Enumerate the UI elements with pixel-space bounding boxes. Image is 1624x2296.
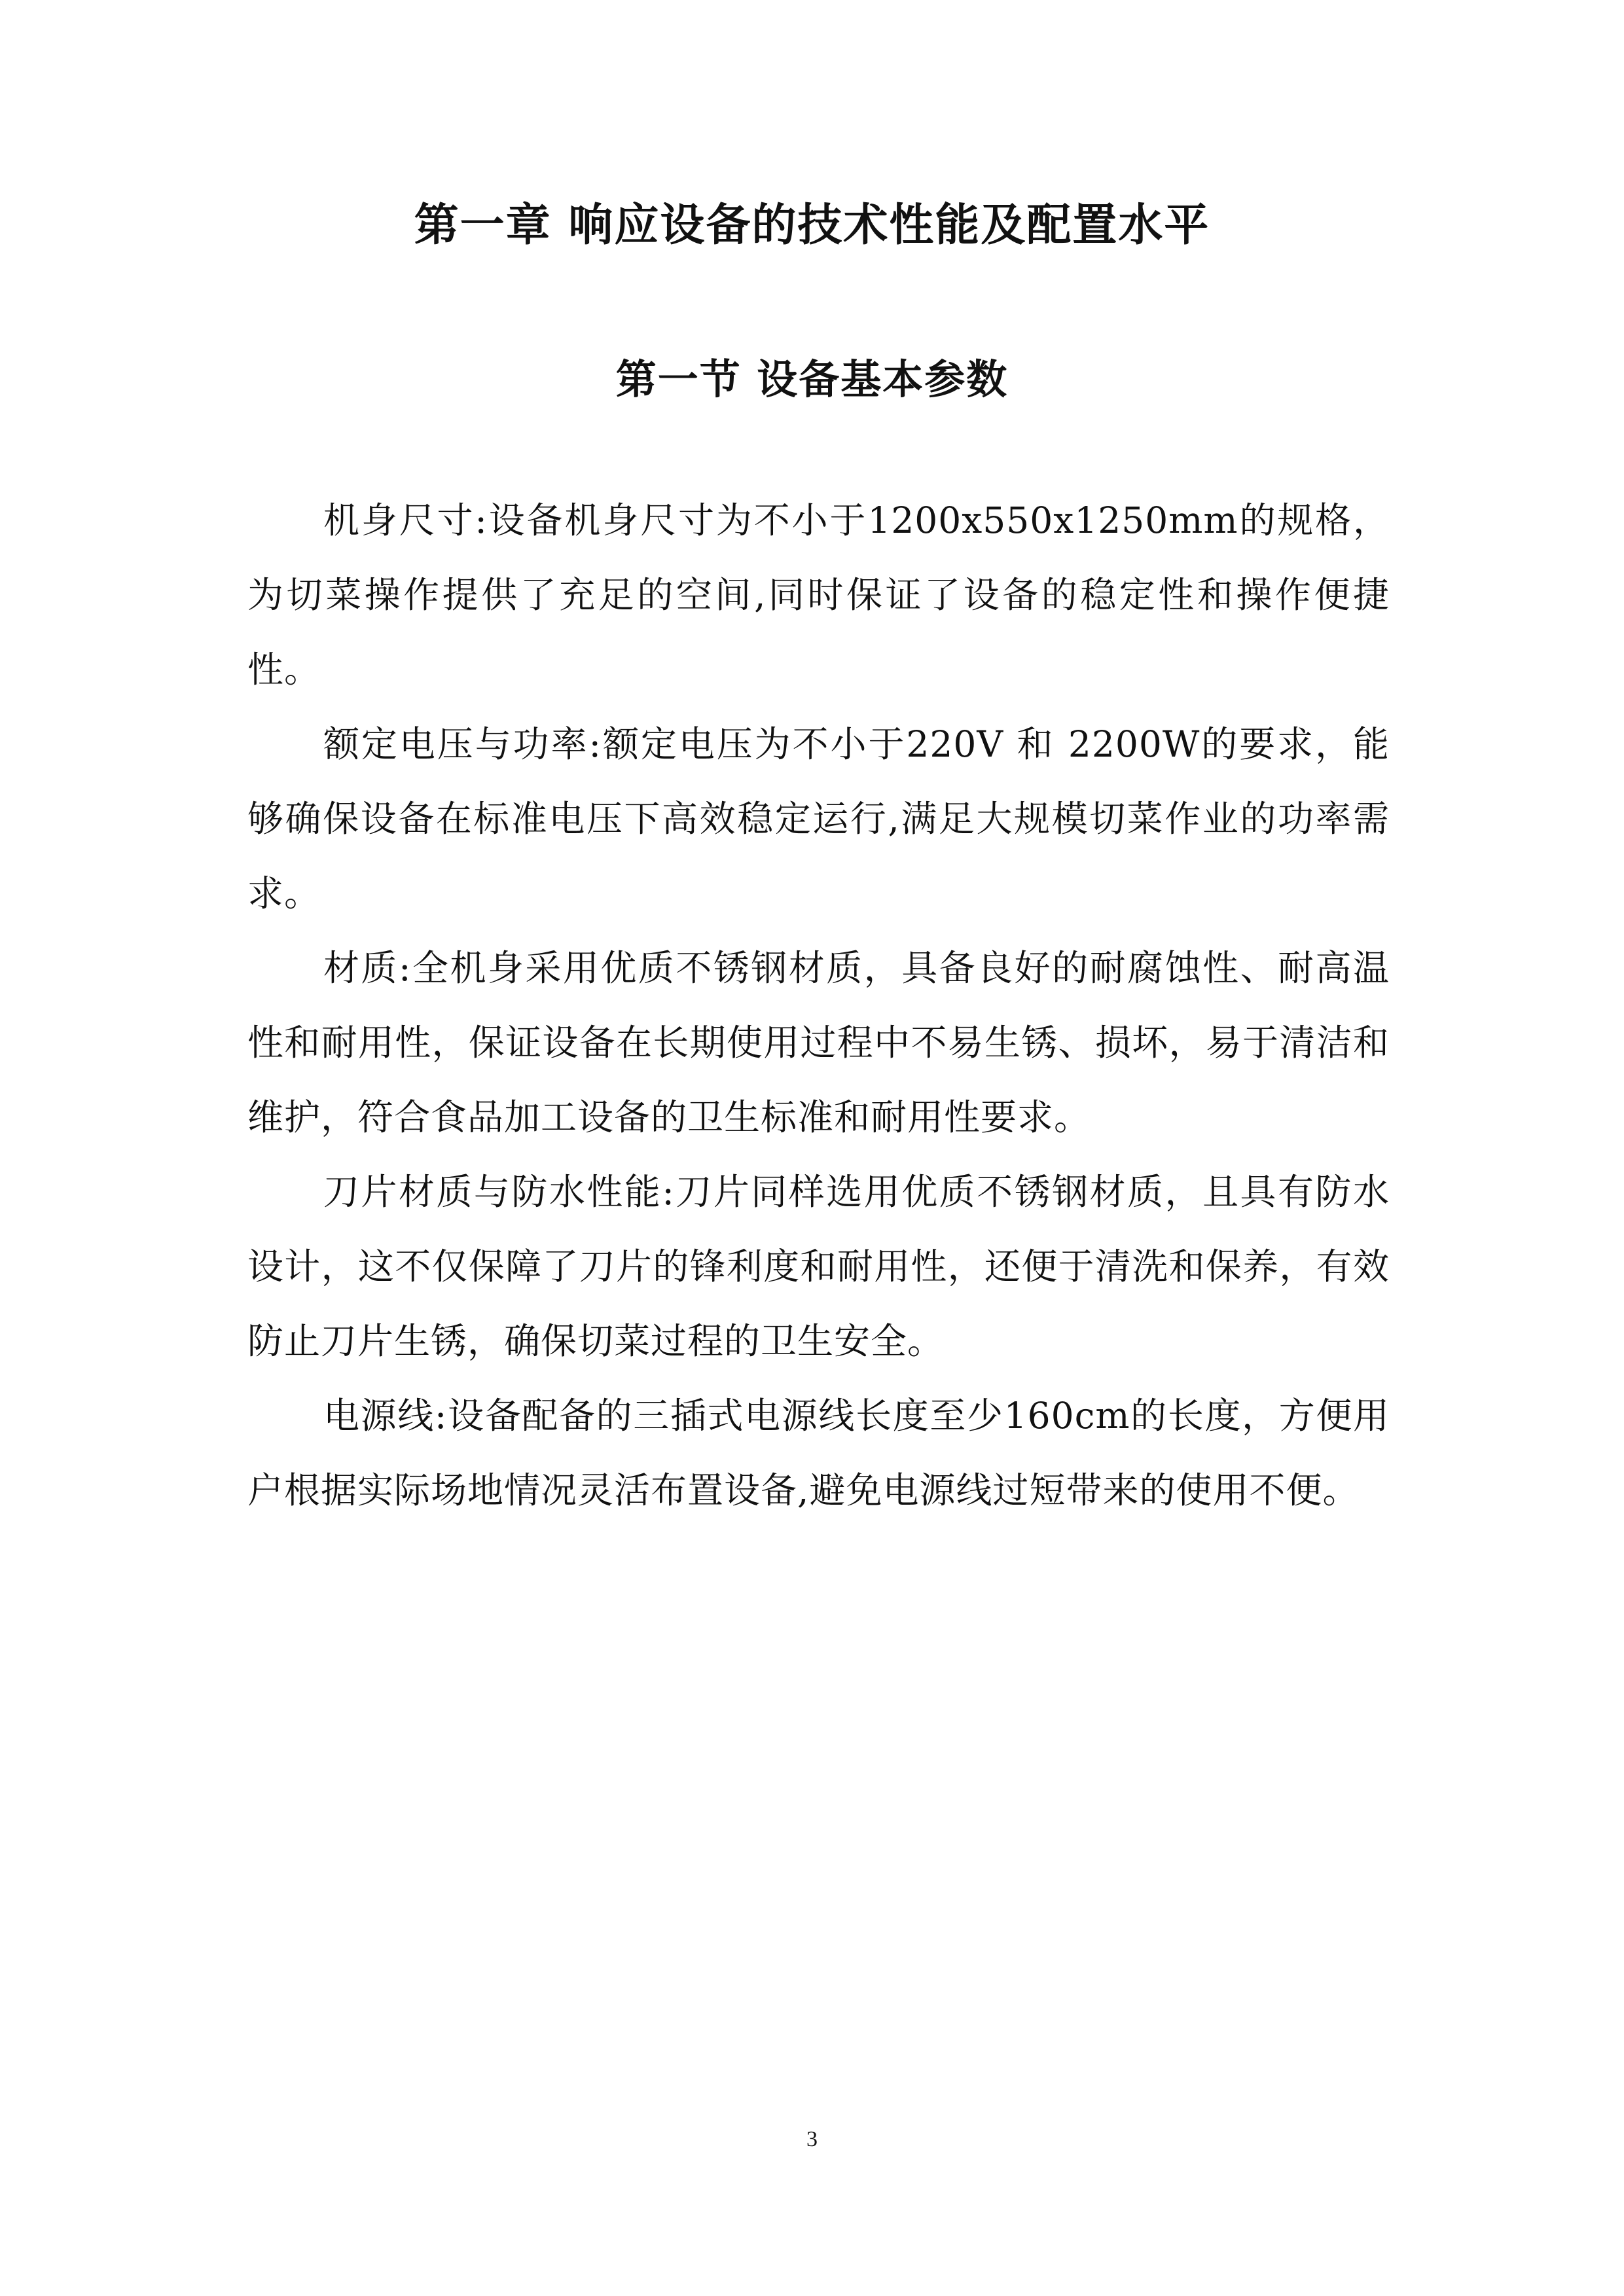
section-title: 第一节 设备基本参数 bbox=[615, 355, 1009, 403]
paragraph-voltage-power: 额定电压与功率:额定电压为不小于220V 和 2200W的要求，能够确保设备在标准电压下高效稳定运行,满足大规模切菜作业的功率需求。 bbox=[247, 723, 1390, 914]
page-number: 3 bbox=[806, 2127, 818, 2151]
paragraph-body-dimensions: 机身尺寸:设备机身尺寸为不小于1200x550x1250mm的规格，为切菜操作提供了充足的空间,同时保证了设备的稳定性和操作便捷性。 bbox=[247, 499, 1390, 691]
chapter-title: 第一章 响应设备的技术性能及配置水平 bbox=[414, 200, 1210, 251]
paragraph-blade-waterproof: 刀片材质与防水性能:刀片同样选用优质不锈钢材质，且具有防水设计，这不仅保障了刀片的锋利度和耐用性，还便于清洗和保养，有效防止刀片生锈，确保切菜过程的卫生安全。 bbox=[247, 1171, 1390, 1362]
body-text bbox=[247, 483, 1390, 1528]
paragraph-power-cord: 电源线:设备配备的三插式电源线长度至少160cm的长度，方便用户根据实际场地情况灵活布置设备,避免电源线过短带来的使用不便。 bbox=[247, 1395, 1390, 1511]
paragraph-material: 材质:全机身采用优质不锈钢材质，具备良好的耐腐蚀性、耐高温性和耐用性，保证设备在长期使用过程中不易生锈、损坏，易于清洁和维护，符合食品加工设备的卫生标准和耐用性要求。 bbox=[247, 947, 1390, 1138]
